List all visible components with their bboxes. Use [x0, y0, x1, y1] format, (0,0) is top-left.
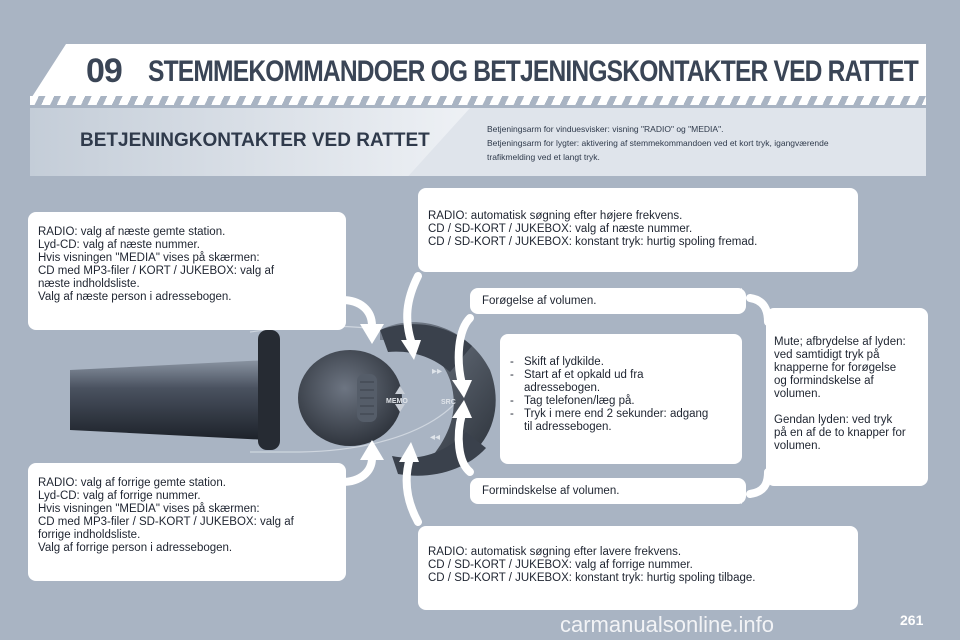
mute-line: på en af de to knapper for: [774, 427, 906, 439]
src-item-text: Tag telefonen/læg på.: [524, 395, 635, 407]
volume-up-box: [470, 288, 746, 314]
src-item-text: til adressebogen.: [524, 421, 612, 433]
mute-line: ved samtidigt tryk på: [774, 349, 880, 361]
mute-line: knapperne for forøgelse: [774, 362, 897, 374]
arrow-radio-next: [342, 300, 372, 326]
chapter-number: 09: [86, 52, 122, 90]
src-list-item: [508, 395, 738, 408]
section-note-1: Betjeningsarm for vinduesvisker: visning "RADIO" og "MEDIA".: [487, 124, 724, 134]
radio-next-box: [28, 212, 346, 330]
src-box: [500, 334, 742, 464]
src-label: SRC: [441, 399, 456, 406]
mute-line: [774, 401, 906, 414]
watermark: carmanualsonline.info: [560, 612, 775, 637]
mute-line: volumen.: [774, 388, 821, 400]
src-item-text: adressebogen.: [524, 382, 601, 394]
radio-prev-line: Hvis visningen "MEDIA" vises på skærmen:: [38, 503, 260, 515]
rewind-icon: ◂◂: [430, 432, 441, 443]
radio-next-line: Hvis visningen "MEDIA" vises på skærmen:: [38, 252, 260, 264]
radio-next-line: CD med MP3-filer / KORT / JUKEBOX: valg af: [38, 265, 275, 277]
mute-line: og formindskelse af: [774, 375, 874, 387]
mute-line: Mute; afbrydelse af lyden:: [774, 336, 906, 348]
seek-up-line: CD / SD-KORT / JUKEBOX: konstant tryk: hurtig spoling fremad.: [428, 236, 758, 248]
seek-up-line: CD / SD-KORT / JUKEBOX: valg af næste nummer.: [428, 223, 693, 235]
volume-up-text: Forøgelse af volumen.: [482, 295, 597, 307]
section-title: BETJENINGKONTAKTER VED RATTET: [80, 130, 430, 151]
forward-icon: ▸▸: [432, 366, 443, 377]
memo-label: MEMO: [386, 398, 408, 405]
page-title: STEMMEKOMMANDOER OG BETJENINGSKONTAKTER VED RATTET: [148, 55, 918, 88]
src-list-item: [508, 369, 738, 395]
radio-next-line: Lyd-CD: valg af næste nummer.: [38, 239, 200, 251]
seek-down-line: RADIO: automatisk søgning efter lavere frekvens.: [428, 546, 682, 558]
mute-line: Gendan lyden: ved tryk: [774, 414, 893, 426]
src-list-item: [508, 408, 738, 434]
stalk-collar: [258, 330, 280, 450]
radio-prev-line: Lyd-CD: valg af forrige nummer.: [38, 490, 201, 502]
seek-down-line: CD / SD-KORT / JUKEBOX: valg af forrige nummer.: [428, 559, 693, 571]
src-item-text: Skift af lydkilde.: [524, 356, 604, 368]
volume-down-box: [470, 478, 746, 504]
seek-down-line: CD / SD-KORT / JUKEBOX: konstant tryk: hurtig spoling tilbage.: [428, 572, 756, 584]
seek-down-box: [418, 526, 858, 610]
section-note-2: Betjeningsarm for lygter: aktivering af stemmekommandoen ved et kort tryk, igangværende: [487, 138, 829, 148]
page-number: 261: [900, 612, 924, 628]
src-list-item: [508, 356, 738, 369]
volume-down-text: Formindskelse af volumen.: [482, 485, 620, 497]
section-note-3: trafikmelding ved et langt tryk.: [487, 152, 600, 162]
radio-prev-line: Valg af forrige person i adressebogen.: [38, 542, 233, 554]
radio-next-line: RADIO: valg af næste gemte station.: [38, 226, 226, 238]
src-item-text: Start af et opkald ud fra: [524, 369, 644, 381]
mute-box: [766, 308, 928, 486]
arrow-radio-prev: [342, 458, 372, 482]
seek-up-line: RADIO: automatisk søgning efter højere frekvens.: [428, 210, 683, 222]
seek-up-box: [418, 188, 858, 272]
arrowhead-seek-down: [399, 442, 419, 462]
radio-prev-box: [28, 463, 346, 581]
radio-prev-line: CD med MP3-filer / SD-KORT / JUKEBOX: valg af: [38, 516, 294, 528]
radio-prev-line: RADIO: valg af forrige gemte station.: [38, 477, 226, 489]
stalk-arm: [70, 360, 268, 440]
radio-prev-line: forrige indholdsliste.: [38, 529, 141, 541]
src-item-text: Tryk i mere end 2 sekunder: adgang: [524, 408, 709, 420]
radio-next-line: Valg af næste person i adressebogen.: [38, 291, 232, 303]
mute-line: volumen.: [774, 440, 821, 452]
radio-next-line: næste indholdsliste.: [38, 278, 140, 290]
